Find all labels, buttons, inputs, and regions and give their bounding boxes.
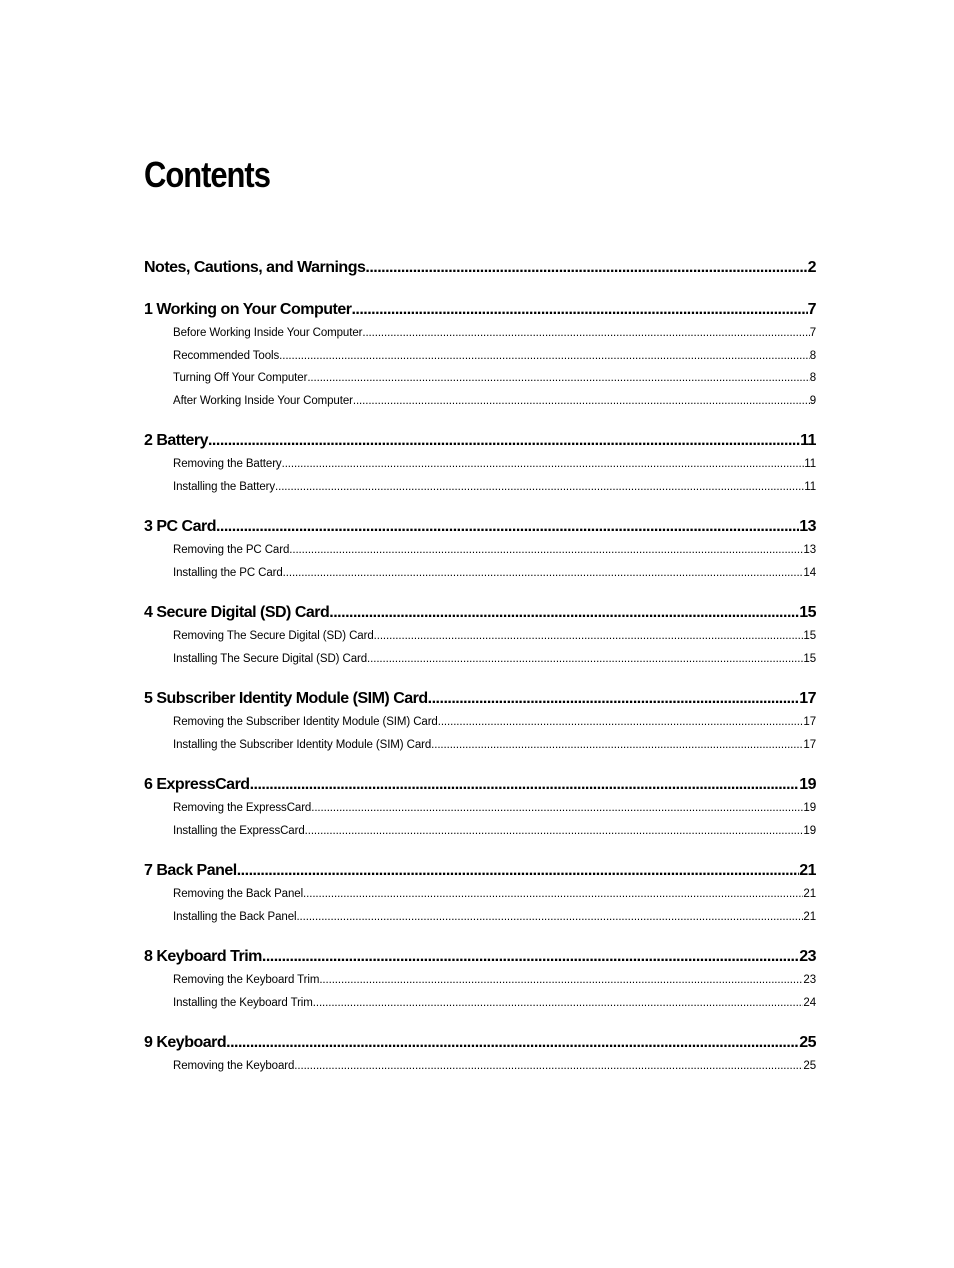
toc-section-page-number: 15 [803,652,816,665]
toc-chapter-label: 5 Subscriber Identity Module (SIM) Card [144,690,428,707]
toc-section-page-number: 24 [803,996,816,1009]
chapter-block [144,256,816,280]
chapter-block [144,687,816,756]
toc-section-label: Removing the ExpressCard [173,802,312,814]
dot-leader [226,1031,799,1055]
chapter-block [144,859,816,928]
toc-section-label: Removing The Secure Digital (SD) Card [173,630,374,642]
toc-chapter-page-number: 25 [799,1034,816,1051]
dot-leader [305,820,804,843]
toc-section-page-number: 8 [809,372,816,384]
toc-section-label: Installing the PC Card [173,566,283,579]
dot-leader [438,711,804,734]
toc-chapter-entry[interactable] [144,601,816,625]
toc-section-entry[interactable] [144,390,816,413]
toc-chapter-label: 7 Back Panel [144,862,237,879]
toc-section-entry[interactable] [144,453,816,476]
toc-section-page-number: 17 [803,716,816,728]
toc-section-label: Installing the Back Panel [173,910,297,923]
toc-section-label: Removing the Battery [173,458,282,470]
toc-chapter-entry[interactable] [144,256,816,280]
dot-leader [351,298,807,322]
toc-chapter-label: Notes, Cautions, and Warnings [144,259,366,276]
dot-leader [216,515,799,539]
dot-leader [311,797,803,820]
dot-leader [307,367,809,390]
chapter-block [144,945,816,1014]
dot-leader [283,562,804,585]
toc-section-label: Removing the Back Panel [173,888,304,900]
toc-section-entry[interactable] [144,797,816,820]
toc-section-label: Recommended Tools [173,349,280,362]
toc-section-entry[interactable] [144,906,816,929]
toc-chapter-entry[interactable] [144,515,816,539]
dot-leader [431,734,803,757]
table-of-contents [144,256,816,1095]
toc-section-entry[interactable] [144,625,816,648]
dot-leader [329,601,799,625]
toc-chapter-entry[interactable] [144,687,816,711]
dot-leader [289,539,803,562]
chapter-block [144,429,816,498]
chapter-block [144,298,816,412]
dot-leader [296,906,803,929]
toc-section-label: Installing the Subscriber Identity Module (SIM) Card [173,738,432,751]
toc-section-label: Installing the ExpressCard [173,824,305,837]
toc-section-entry[interactable] [144,820,816,843]
toc-chapter-page-number: 13 [799,518,816,535]
toc-section-page-number: 21 [803,910,816,923]
toc-section-entry[interactable] [144,539,816,562]
toc-section-page-number: 14 [803,566,816,579]
page-title: Contents [144,154,270,195]
dot-leader [294,1055,803,1078]
toc-section-page-number: 15 [803,630,816,642]
toc-section-page-number: 7 [809,327,816,339]
toc-section-label: Installing The Secure Digital (SD) Card [173,652,368,665]
dot-leader [353,390,810,413]
toc-chapter-label: 3 PC Card [144,518,216,535]
toc-section-entry[interactable] [144,345,816,368]
toc-section-label: After Working Inside Your Computer [173,394,353,407]
toc-section-entry[interactable] [144,648,816,671]
toc-section-page-number: 23 [803,974,816,986]
dot-leader [208,429,800,453]
toc-section-page-number: 17 [803,738,816,751]
chapter-block [144,515,816,584]
dot-leader [282,453,805,476]
toc-section-label: Removing the PC Card [173,544,290,556]
dot-leader [279,345,810,368]
toc-chapter-entry[interactable] [144,298,816,322]
toc-chapter-label: 9 Keyboard [144,1034,227,1051]
toc-section-entry[interactable] [144,1055,816,1078]
dot-leader [374,625,804,648]
toc-section-label: Removing the Subscriber Identity Module (SIM) Card [173,716,438,728]
dot-leader [362,322,809,345]
toc-section-label: Turning Off Your Computer [173,372,308,384]
toc-section-label: Removing the Keyboard Trim [173,974,320,986]
toc-section-entry[interactable] [144,322,816,345]
toc-chapter-label: 4 Secure Digital (SD) Card [144,604,330,621]
chapter-block [144,773,816,842]
toc-section-entry[interactable] [144,734,816,757]
toc-chapter-entry[interactable] [144,1031,816,1055]
chapter-block [144,1031,816,1078]
dot-leader [303,883,803,906]
toc-section-page-number: 11 [804,480,816,493]
toc-chapter-page-number: 23 [799,948,816,965]
toc-section-entry[interactable] [144,562,816,585]
toc-section-entry[interactable] [144,992,816,1015]
dot-leader [319,969,803,992]
toc-chapter-page-number: 2 [807,259,816,276]
toc-section-page-number: 13 [803,544,816,556]
dot-leader [365,256,807,280]
toc-section-label: Removing the Keyboard [173,1060,295,1072]
toc-chapter-page-number: 7 [807,301,816,318]
dot-leader [428,687,800,711]
toc-section-page-number: 25 [803,1060,816,1072]
toc-chapter-page-number: 15 [799,604,816,621]
toc-chapter-page-number: 11 [800,432,816,449]
toc-chapter-entry[interactable] [144,429,816,453]
dot-leader [313,992,804,1015]
toc-section-entry[interactable] [144,883,816,906]
dot-leader [367,648,803,671]
toc-section-label: Installing the Keyboard Trim [173,996,313,1009]
toc-section-page-number: 21 [803,888,816,900]
toc-section-entry[interactable] [144,969,816,992]
toc-section-page-number: 9 [809,394,816,407]
toc-chapter-page-number: 17 [799,690,816,707]
toc-chapter-label: 1 Working on Your Computer [144,301,352,318]
dot-leader [262,945,799,969]
toc-section-label: Before Working Inside Your Computer [173,327,363,339]
dot-leader [275,476,804,499]
toc-chapter-entry[interactable] [144,773,816,797]
toc-chapter-page-number: 21 [799,862,816,879]
toc-section-entry[interactable] [144,476,816,499]
toc-section-page-number: 19 [803,824,816,837]
toc-chapter-entry[interactable] [144,945,816,969]
dot-leader [250,773,800,797]
toc-chapter-page-number: 19 [799,776,816,793]
toc-section-entry[interactable] [144,711,816,734]
toc-section-label: Installing the Battery [173,480,275,493]
toc-section-page-number: 19 [803,802,816,814]
toc-section-page-number: 11 [804,458,816,470]
toc-section-page-number: 8 [809,349,816,362]
toc-chapter-label: 6 ExpressCard [144,776,250,793]
toc-chapter-label: 2 Battery [144,432,208,449]
toc-section-entry[interactable] [144,367,816,390]
chapter-block [144,601,816,670]
toc-chapter-label: 8 Keyboard Trim [144,948,262,965]
dot-leader [237,859,799,883]
toc-chapter-entry[interactable] [144,859,816,883]
